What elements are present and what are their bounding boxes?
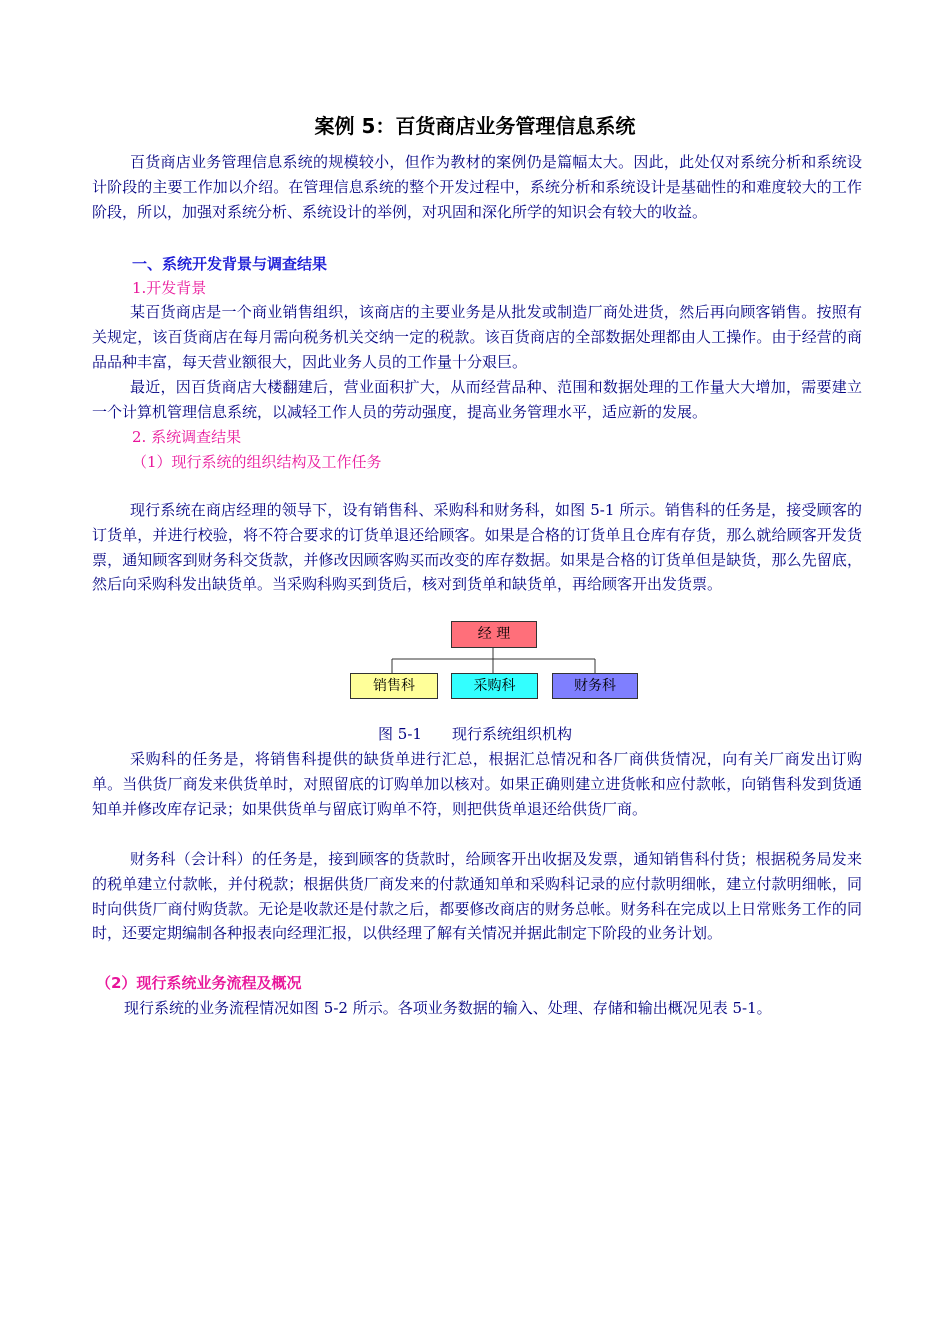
background-paragraph-2: 最近，因百货商店大楼翻建后，营业面积扩大，从而经营品种、范围和数据处理的工作量大大增加，需要建立一个计算机管理信息系统，以减轻工作人员的劳动强度，提高业务管理水平，适应新的发展。 — [92, 378, 862, 421]
section-heading: 一、系统开发背景与调查结果 — [132, 255, 328, 273]
sales-dept-box: 销售科 — [350, 673, 438, 699]
business-flow-paragraph: 现行系统的业务流程情况如图 5-2 所示。各项业务数据的输入、处理、存储和输出概况见表 5-1。 — [124, 999, 772, 1017]
background-paragraph-1: 某百货商店是一个商业销售组织，该商店的主要业务是从批发或制造厂商处进货，然后再向顾客销售。按照有关规定，该百货商店在每月需向税务机关交纳一定的税款。该百货商店的全部数据处理都由人工操作。由于经营的商品品种丰富，每天营业额很大，因此业务人员的工作量十分艰巨。 — [92, 303, 862, 371]
subheading-background: 1.开发背景 — [132, 279, 207, 297]
finance-dept-box: 财务科 — [552, 673, 638, 699]
org-chart — [340, 618, 650, 702]
org-structure-paragraph: 现行系统在商店经理的领导下，设有销售科、采购科和财务科，如图 5-1 所示。销售科的任务是，接受顾客的订货单，并进行校验，将不符合要求的订货单退还给顾客。如果是合格的订货单且仓库有存货，那么就给顾客开发货票，通知顾客到财务科交货款，并修改因顾客购买而改变的库存数据。如果是合格的订货单但是缺货，那么先留底，然后向采购科发出缺货单。当采购科购买到货后，核对到货单和缺货单，再给顾客开出发货票。 — [92, 501, 862, 594]
intro-paragraph: 百货商店业务管理信息系统的规模较小，但作为教材的案例仍是篇幅太大。因此，此处仅对系统分析和系统设计阶段的主要工作加以介绍。在管理信息系统的整个开发过程中，系统分析和系统设计是基础性的和难度较大的工作阶段，所以，加强对系统分析、系统设计的举例，对巩固和深化所学的知识会有较大的收益。 — [92, 153, 862, 221]
subheading-survey-results: 2. 系统调查结果 — [132, 428, 242, 446]
subheading-org-structure: （1）现行系统的组织结构及工作任务 — [132, 453, 382, 471]
page-title: 案例 5：百货商店业务管理信息系统 — [314, 114, 636, 138]
subheading-business-flow: （2）现行系统业务流程及概况 — [96, 974, 302, 992]
purchasing-paragraph: 采购科的任务是，将销售科提供的缺货单进行汇总，根据汇总情况和各厂商供货情况，向有关厂商发出订购单。当供货厂商发来供货单时，对照留底的订购单加以核对。如果正确则建立进货帐和应付款帐，向销售科发到货通知单并修改库存记录；如果供货单与留底订购单不符，则把供货单退还给供货厂商。 — [92, 750, 862, 818]
finance-paragraph: 财务科（会计科）的任务是，接到顾客的货款时，给顾客开出收据及发票，通知销售科付货；根据税务局发来的税单建立付款帐，并付税款；根据供货厂商发来的付款通知单和采购科记录的应付款明细帐，建立付款明细帐，同时向供货厂商付购货款。无论是收款还是付款之后，都要修改商店的财务总帐。财务科在完成以上日常账务工作的同时，还要定期编制各种报表向经理汇报，以供经理了解有关情况并据此制定下阶段的业务计划。 — [92, 850, 862, 943]
purchasing-dept-box: 采购科 — [451, 673, 538, 699]
figure-caption: 图 5-1 现行系统组织机构 — [378, 725, 572, 743]
manager-box: 经 理 — [451, 621, 537, 648]
